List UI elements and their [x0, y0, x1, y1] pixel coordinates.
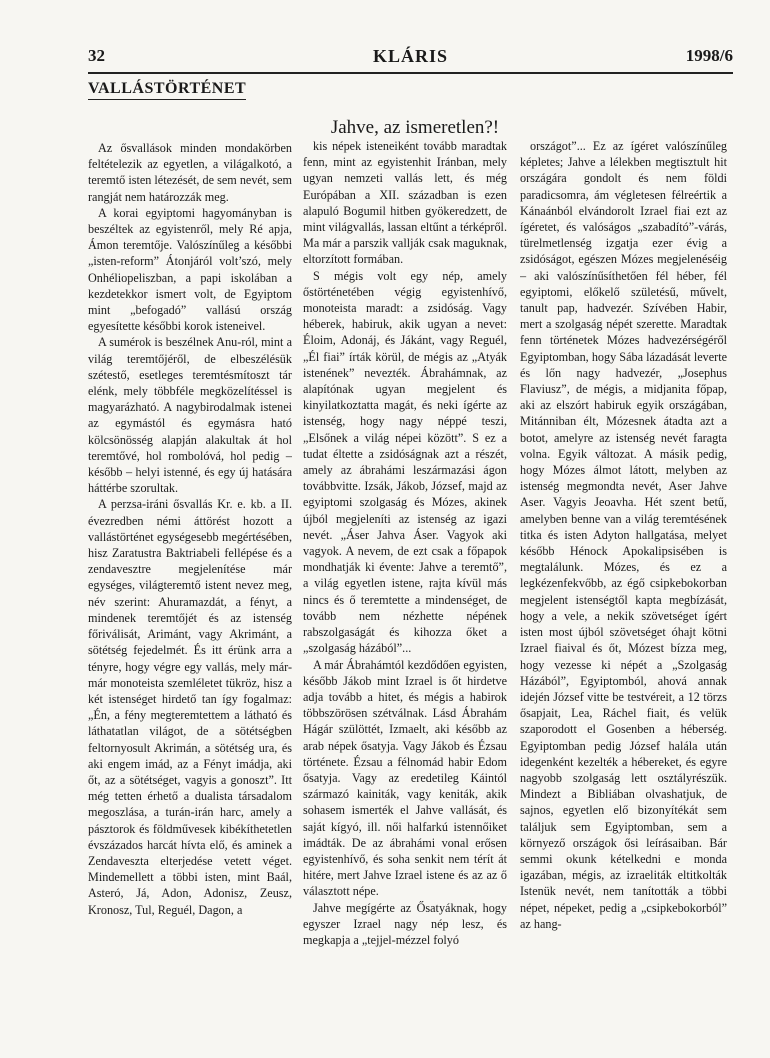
section-label: VALLÁSTÖRTÉNET: [88, 80, 246, 100]
article-paragraph: Az ősvallások minden mondakörben feltételezik az egyetlen, a világalkotó, a teremtő isten létezését, de sem nevét, sem rangját nem határozzák meg.: [88, 141, 292, 204]
article-paragraph: S mégis volt egy nép, amely őstörténetében végig egyistenhívő, monoteista maradt: a zsidóság. Vagy héberek, habiruk, akik ugyan a nevet: Éloim, Adonáj, és Jákánt, vagy Reguél, „Él fiai” írták körül, de mégis az „Atyák istenének” nevezték. Ábrahámnak, az alapítónak ugyan megjelent és kinyilatkoztatta magát, és neki ígérte az istenség, hogy nagy néppé teszi, „Elsőnek a világ népei között”. S ez a tudat éltette a zsidóságnak azt a részét, amely az ábrahámi leszármazási ágon továbbvitte. Izsák, Jákob, József, majd az egyiptomi szolgaság és Mózes, akinek újból megjeleníti az istenség az igazi nevét. „Áser Jahva Áser. Vagyok aki vagyok. A nevem, de ezt csak a főpapok mondhatják ki évente: Jahve a teremtő”, a világ egyetlen istene, rajta kívül más nincs és ő teremtette a mindenséget, de tovább nem nézhette népének rabszolgaságát és kihozza őket a „szolgaság házából”...: [303, 268, 507, 656]
magazine-title: KLÁRIS: [372, 46, 449, 66]
article-paragraph: A sumérok is beszélnek Anu-ról, mint a világ teremtőjéről, de elbeszélésük szétestő, esetleges teremtésmítoszt tár elénk, mely többféle megközelítéssel is magyarázható. A nagybirodalmak istenei az egymástól és egymásra ható kölcsönösség alapján alakultak át hol teremtővé, hol rombolóvá, hol pedig – később – helyi istenné, és egy új hatására háttérbe szorultak.: [88, 335, 292, 496]
article-column-1: [88, 140, 292, 1020]
article-title: Jahve, az ismeretlen?!: [330, 116, 500, 138]
article-paragraph: A korai egyiptomi hagyományban is beszéltek az egyistenről, mely Ré apja, Ámon teremtője. Valószínűleg a későbbi „isten-reform” Átonjáról volt’szó, mely Onhéliopeliszban, a papi iskolában a kezdetekkor ismert volt, de Egyiptom mint „befogadó” vallású ország egyesítette későbbi korok isteneivel.: [88, 205, 292, 334]
issue-number: 1998/6: [685, 46, 733, 65]
article-paragraph: A perzsa-iráni ősvallás Kr. e. kb. a II. évezredben némi áttörést hozott a vallástörténet egységesebb megértésében, hisz Zaratustra Baktriabeli fellépése és a zendavesztre megjelenítése már egységes, világteremtő istent nevez meg, név szerint: Ahuramazdát, a fényt, a mindenek teremtőjét és az istenség főriválisát, Arimánt, vagy Akrimánt, a sötétség fejedelmét. És itt érünk arra a tényre, hogy végre egy vallás, mely már-már monoteista szemléletet tükröz, hisz a két istenséget hirdető tan így fogalmaz: „Én, a fény megteremtettem a látható és láthatatlan világot, de a sötétségben feltornyosult Akrimán, a sötétség ura, és aki engem imád, az a Fényt imádja, aki őt, az a sötétséget, vagyis a gonoszt”. Itt még tetten érhető a dualista társadalom megoszlása, a turán-irán harc, amely a pásztorok és földművesek kibékíthetetlen évszázados harcát hívta elő, és aminek a Zendaveszta elterjedése vetett véget. Mindemellett a többi isten, mint Baál, Asteró, Já, Adon, Adonisz, Zeusz, Kronosz, Tul, Reguél, Dagon, a: [88, 497, 292, 917]
page-header: [88, 44, 733, 74]
article-paragraph: kis népek isteneiként tovább maradtak fenn, mint az egyistenhit Iránban, mely ugyan nemzeti vallás lett, és még Európában a XII. században is ezen alapuló Bogumil hitben gyökeredzett, de mint világvallás, lassan eltűnt a térképről. Ma már a parszik vallják csak maguknak, eltorzított formában.: [303, 139, 507, 267]
article-column-3: [520, 138, 727, 1020]
page-number: 32: [88, 46, 105, 65]
article-paragraph: Jahve megígérte az Ősatyáknak, hogy egyszer Izrael nagy nép lesz, és megkapja a „tejjel-mézzel folyó: [303, 900, 507, 947]
article-column-2: [303, 138, 507, 1020]
article-paragraph: országot”... Ez az ígéret valószínűleg képletes; Jahve a lélekben megtisztult hit országára gondolt és nem földi paradicsomra, ám végletesen félreértik a Kánaánból elvándorolt Izrael fiai ezt az ígéretet, és valóságos „szabadító”-várás, türelmetlenség izgatja ezer évig a zsidóságot, egészen Mózes megjelenéséig – aki valószínűsíthetően fél héber, fél egyiptomi, előkelő születésű, művelt, tanult pap, hadvezér. Szívében Habir, mert a szolgaság népét szerette. Maradtak fenn történetek Mózes hadvezérségéről Egyiptomban, hogy Sába lázadását leverte és lőn nagy hadvezér, „Josephus Flaviusz”, de mégis, a midjanita főpap, aki az elszórt habiruk egyik országában, Mitánniban élt, Mózesnek átadta azt a botot, amelyre az istenség nevét faragta volna. Egyik változat. A másik pedig, hogy Mózes álmot látott, melyben az istenség megmondta nevét, Aser Jahve Aser. Vagyis Jeoavha. Hét szent betű, amelyben benne van a világ teremtésének titka és isten Adyton hallgatása, melyet később Hénock Apokalipsisében is megtalálunk. Mózes, és ez a legkézenfekvőbb, az égő csipkebokorban megjelent istenségtől kapta megbízását, hogy a vele, a nekik szövetséget ígért isten most újból szövetséget óhajt kötni Izrael fiaival és őt, Mózest bízza meg, hogy vezesse ki népét a „Szolgaság Házából”, Egyiptomból, ahová annak idején József vitte be testvéreit, a 12 törzs ősapjait, Lea, Ráchel fiait, és velük szaporodott el Gosenben a héberség. Egyiptomban pedig József halála után idegenként kezelték a hébereket, és egyre nagyobb szolgaság lett osztályrészük. Mindezt a Bibliában olvashatjuk, de sajnos, egyetlen elő bizonyítékát sem találjuk sem Egyiptomban, sem a környező országok ősi leírásaiban. Bár semmi okunk kételkedni e monda igazában, mégis, az izraeliták eltitkolták Istenük nevét, nem tanították a többi népet, népeket, pedig a „csipkebokorból” az hang-: [520, 139, 727, 931]
article-paragraph: A már Ábrahámtól kezdődően egyisten, később Jákob mint Izrael is őt hirdetve adja tovább a hitet, és mégis a habirok többszörösen szétválnak. Lásd Ábrahám Hágár szülöttét, Izmaelt, aki később az arab népek ősatyja. Vagy Jákob és Ézsau története. Ézsau a félnomád habir Edom ősatyja. Vagy az eredetileg Káintól származó kainiták, vagy keniták, akik sohasem ismerték el Jahve vallását, és saját kígyó, ill. női halfarkú istennőiket imádták. De az ábrahámi vonal erősen egyistenhívő, és soha senkit nem térít át hitére, mert Jahve Izrael istene és az az ő választott népe.: [303, 657, 507, 899]
